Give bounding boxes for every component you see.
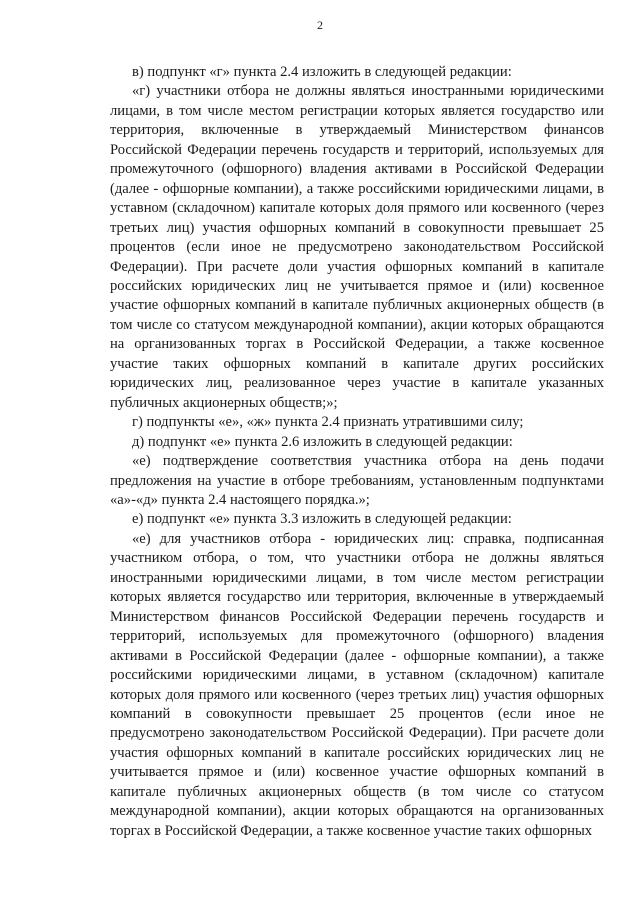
paragraph-item-g-repeal: г) подпункты «е», «ж» пункта 2.4 признать утратившими силу; [132,414,524,431]
paragraph-item-d-new-text: «е) подтверждение соответствия участника отбора на день подачи предложения на участие в отборе требованиям, установленным подпунктами «а»-«д» пункта 2.4 настоящего порядка.»; [110,453,604,508]
paragraph-item-v: в) подпункт «г» пункта 2.4 изложить в следующей редакции: [132,64,512,80]
paragraph-item-e: е) подпункт «е» пункта 3.3 изложить в следующей редакции: [132,511,512,528]
paragraph-item-d: д) подпункт «е» пункта 2.6 изложить в следующей редакции: [132,433,513,450]
paragraph-item-e-new-text: «е) для участников отбора - юридических лиц: справка, подписанная участником отбора, о том, что участники отбора не должны являться иностранными юридическими лицами, в том числе местом регистрации которых является государство или территория, включенные в утверждаемый Министерством финансов Российской Федерации перечень государств и территорий, используемых для промежуточного (офшорного) владения активами в Российской Федерации (далее - офшорные компании), а также российскими юридическими лицами, в уставном (складочном) капитале которых доля прямого или косвенного (через третьих лиц) участия офшорных компаний в совокупности превышает 25 процентов (если иное не предусмотрено законодательством Российской Федерации). При расчете доли участия офшорных компаний в капитале российских юридических лиц не учитывается прямое и (или) косвенное участие офшорных компаний в капитале публичных акционерных обществ (в том числе со статусом международной компании), акции которых обращаются на организованных торгах в Российской Федерации, а также косвенное участие таких офшорных [110,530,604,839]
page-number: 2 [317,18,323,32]
document-body [110,63,604,841]
paragraph-item-g-new-text: «г) участники отбора не должны являться иностранными юридическими лицами, в том числе местом регистрации которых является государство или территория, включенные в утверждаемый Министерством финансов Российской Федерации перечень государств и территорий, используемых для промежуточного (офшорного) владения активами в Российской Федерации (далее - офшорные компании), а также российскими юридическими лицами, в уставном (складочном) капитале которых доля прямого или косвенного (через третьих лиц) участия офшорных компаний в совокупности превышает 25 процентов (если иное не предусмотрено законодательством Российской Федерации). При расчете доли участия офшорных компаний в капитале российских юридических лиц не учитывается прямое и (или) косвенное участие офшорных компаний в капитале публичных акционерных обществ (в том числе со статусом международной компании), акции которых обращаются на организованных торгах в Российской Федерации, а также косвенное участие таких офшорных компаний в капитале других российских юридических лиц, реализованное через участие в капитале указанных публичных акционерных обществ;»; [110,83,604,411]
